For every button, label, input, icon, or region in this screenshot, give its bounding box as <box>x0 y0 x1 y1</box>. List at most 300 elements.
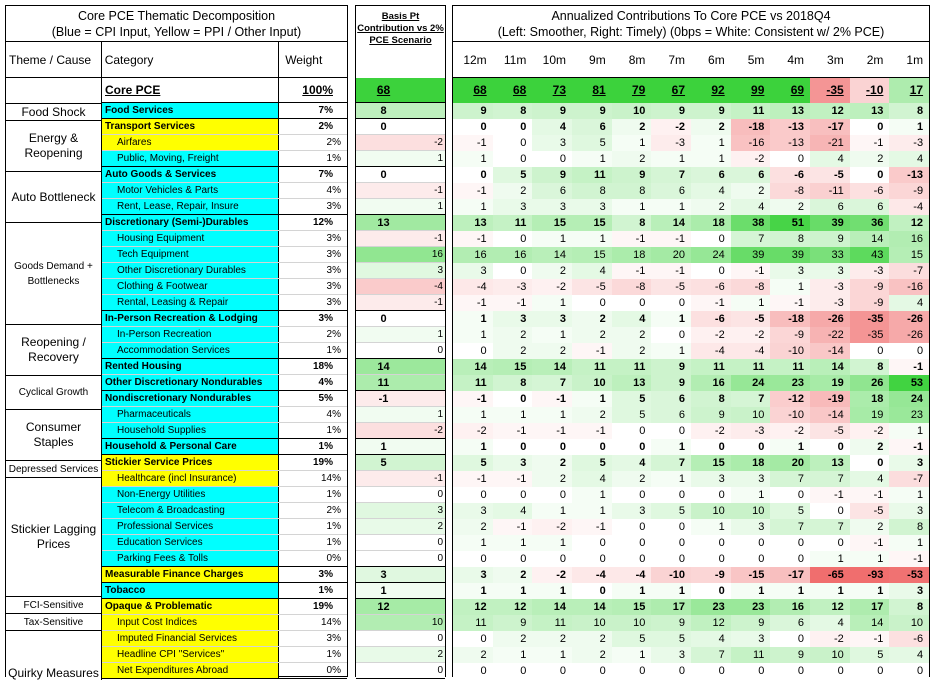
value-cell: -8 <box>731 279 771 295</box>
left-title-line1: Core PCE Thematic Decomposition <box>77 9 276 23</box>
category-row <box>102 551 347 567</box>
value-cell: 1 <box>651 199 691 215</box>
value-cell: -13 <box>770 119 810 135</box>
value-cell: 39 <box>731 247 771 263</box>
values-grid <box>453 535 929 551</box>
value-cell: 5 <box>651 503 691 519</box>
value-cell: 1 <box>889 119 929 135</box>
value-cell: 3 <box>889 503 929 519</box>
value-cell: 0 <box>453 631 493 647</box>
bp-row <box>356 407 445 423</box>
value-cell: 19 <box>850 407 890 423</box>
category-row <box>102 263 347 279</box>
value-cell: 14 <box>651 215 691 231</box>
value-cell: 0 <box>770 551 810 567</box>
value-cell: 1 <box>532 295 572 311</box>
value-cell: 0 <box>651 423 691 439</box>
value-cell: 16 <box>770 599 810 615</box>
bp-value: 0 <box>356 487 445 502</box>
bp-value: 0 <box>356 343 445 358</box>
values-row <box>453 503 929 519</box>
value-cell: 5 <box>612 407 652 423</box>
value-cell: 4 <box>493 503 533 519</box>
value-cell: 11 <box>453 615 493 631</box>
bp-value: 1 <box>356 327 445 342</box>
value-cell: 13 <box>850 103 890 119</box>
category-label: Telecom & Broadcasting <box>102 503 279 518</box>
value-cell: 1 <box>453 199 493 215</box>
value-cell: 0 <box>850 343 890 359</box>
left-column-header <box>6 41 347 78</box>
values-row <box>453 471 929 487</box>
value-cell: -1 <box>493 519 533 535</box>
value-cell: 0 <box>612 295 652 311</box>
value-cell: 5 <box>572 455 612 471</box>
value-cell: 1 <box>493 647 533 663</box>
theme-core-blank <box>6 78 102 104</box>
value-cell: 8 <box>691 391 731 407</box>
bp-row <box>356 535 445 551</box>
weight-value: 19% <box>312 601 333 612</box>
category-label: Motor Vehicles & Parts <box>102 183 279 198</box>
value-cell: 12 <box>810 599 850 615</box>
value-cell: 12 <box>453 599 493 615</box>
bp-value: -1 <box>356 391 445 406</box>
value-cell: 0 <box>532 151 572 167</box>
bp-value: 1 <box>356 407 445 422</box>
value-cell: -3 <box>850 263 890 279</box>
value-cell: 0 <box>612 663 652 679</box>
value-cell: 11 <box>731 647 771 663</box>
bp-value: 0 <box>356 311 445 326</box>
category-label: Healthcare (incl Insurance) <box>102 471 279 486</box>
value-cell: -17 <box>770 567 810 583</box>
value-cell: 12 <box>493 599 533 615</box>
value-cell: 1 <box>691 135 731 151</box>
value-cell: 53 <box>889 375 929 391</box>
period-col-7m: 7m <box>668 52 686 67</box>
value-cell: 0 <box>493 119 533 135</box>
value-cell: -1 <box>889 359 929 375</box>
value-cell: 6 <box>532 183 572 199</box>
values-grid <box>453 343 929 359</box>
values-grid <box>453 279 929 295</box>
value-cell: 3 <box>889 583 929 599</box>
value-cell: -1 <box>731 263 771 279</box>
period-col-2m: 2m <box>866 52 884 67</box>
value-cell: -1 <box>453 135 493 151</box>
value-cell: 33 <box>810 247 850 263</box>
value-cell: 23 <box>691 599 731 615</box>
category-row <box>102 439 347 455</box>
value-cell: 1 <box>493 407 533 423</box>
value-cell: 3 <box>493 311 533 327</box>
bp-value: 3 <box>356 503 445 518</box>
value-cell: -1 <box>572 423 612 439</box>
value-cell: -1 <box>532 423 572 439</box>
bp-value: 12 <box>356 599 445 614</box>
bp-value: 68 <box>356 78 445 102</box>
bp-row <box>356 471 445 487</box>
period-col-11m: 11m <box>503 52 527 67</box>
value-cell: -1 <box>453 183 493 199</box>
weight-value: 1% <box>326 425 341 436</box>
value-cell: 8 <box>493 103 533 119</box>
bp-value: -1 <box>356 183 445 198</box>
value-cell: 15 <box>532 215 572 231</box>
value-cell: 10 <box>691 503 731 519</box>
values-row <box>453 519 929 535</box>
category-row <box>102 663 347 679</box>
value-cell: 0 <box>850 119 890 135</box>
value-cell: 1 <box>731 487 771 503</box>
bp-header: Basis Pt Contribution vs 2% PCE Scenario <box>357 11 444 46</box>
values-grid <box>453 647 929 663</box>
bp-value: -1 <box>356 471 445 486</box>
value-cell: 0 <box>850 455 890 471</box>
weight-value: 100% <box>302 83 333 97</box>
value-cell: 4 <box>850 471 890 487</box>
value-cell: 2 <box>532 343 572 359</box>
left-title <box>6 6 347 40</box>
category-label: Input Cost Indices <box>102 615 279 630</box>
value-cell: 0 <box>532 663 572 679</box>
value-cell: 5 <box>493 167 533 183</box>
value-cell: 1 <box>493 535 533 551</box>
bp-row <box>356 215 445 231</box>
category-label: Household & Personal Care <box>102 439 279 454</box>
value-cell: 0 <box>691 263 731 279</box>
value-cell: 1 <box>572 487 612 503</box>
category-label: Parking Fees & Tolls <box>102 551 279 566</box>
value-cell: 2 <box>532 455 572 471</box>
value-cell: 0 <box>770 631 810 647</box>
value-cell: 7 <box>770 519 810 535</box>
values-row <box>453 151 929 167</box>
value-cell: 10 <box>572 615 612 631</box>
bp-row <box>356 343 445 359</box>
value-cell: -2 <box>532 567 572 583</box>
weight-value: 3% <box>326 281 341 292</box>
value-cell: -5 <box>810 423 850 439</box>
values-row <box>453 391 929 407</box>
category-row <box>102 391 347 407</box>
values-grid <box>453 135 929 151</box>
category-row <box>102 471 347 487</box>
value-cell: 39 <box>770 247 810 263</box>
value-cell: 4 <box>691 631 731 647</box>
values-grid <box>453 487 929 503</box>
value-cell: -3 <box>651 135 691 151</box>
value-cell: 0 <box>572 551 612 567</box>
value-cell: 4 <box>691 183 731 199</box>
value-cell: 3 <box>532 135 572 151</box>
value-cell: -21 <box>810 135 850 151</box>
value-cell: -8 <box>770 183 810 199</box>
value-cell: 18 <box>850 391 890 407</box>
bp-row <box>356 327 445 343</box>
value-cell: 3 <box>651 647 691 663</box>
value-cell: -6 <box>691 279 731 295</box>
bp-row <box>356 455 445 471</box>
value-cell: 0 <box>691 439 731 455</box>
period-col-5m: 5m <box>747 52 765 67</box>
value-cell: -1 <box>453 231 493 247</box>
value-cell: 6 <box>770 615 810 631</box>
value-cell: 19 <box>810 375 850 391</box>
value-cell: 1 <box>770 583 810 599</box>
value-cell: -2 <box>651 119 691 135</box>
value-cell: 0 <box>572 535 612 551</box>
value-cell: 51 <box>770 215 810 231</box>
value-cell: 1 <box>612 135 652 151</box>
value-cell: 1 <box>453 439 493 455</box>
weight-value: 2% <box>326 137 341 148</box>
value-cell: 0 <box>810 663 850 679</box>
values-grid <box>453 471 929 487</box>
value-cell: 2 <box>612 119 652 135</box>
value-cell: 11 <box>731 359 771 375</box>
value-cell: 67 <box>651 78 691 103</box>
value-cell: 8 <box>493 375 533 391</box>
category-label: Other Discretionary Durables <box>102 263 279 278</box>
weight-value: 3% <box>326 249 341 260</box>
values-row <box>453 663 929 679</box>
value-cell: 0 <box>731 663 771 679</box>
values-grid <box>453 407 929 423</box>
value-cell: 10 <box>889 615 929 631</box>
values-grid <box>453 631 929 647</box>
value-cell: 6 <box>651 183 691 199</box>
value-cell: 5 <box>612 631 652 647</box>
category-label: Rent, Lease, Repair, Insure <box>102 199 279 214</box>
category-label: Rented Housing <box>102 359 279 374</box>
value-cell: -1 <box>572 519 612 535</box>
value-cell: 73 <box>532 78 572 103</box>
thematic-decomposition-panel <box>5 5 348 680</box>
category-row <box>102 455 347 471</box>
category-row <box>102 359 347 375</box>
values-grid <box>453 78 929 103</box>
annualized-contributions-panel <box>452 5 930 677</box>
value-cell: 9 <box>731 615 771 631</box>
value-cell: 7 <box>810 519 850 535</box>
value-cell: 16 <box>453 247 493 263</box>
value-cell: 3 <box>453 263 493 279</box>
values-row <box>453 103 929 119</box>
value-cell: 1 <box>810 551 850 567</box>
values-grid <box>453 503 929 519</box>
category-label: Household Supplies <box>102 423 279 438</box>
value-cell: 1 <box>612 647 652 663</box>
value-cell: 43 <box>850 247 890 263</box>
values-row <box>453 567 929 583</box>
value-cell: 3 <box>612 503 652 519</box>
value-cell: 0 <box>612 551 652 567</box>
theme-label: FCI-Sensitive <box>6 597 102 614</box>
value-cell: -6 <box>770 167 810 183</box>
value-cell: 0 <box>770 487 810 503</box>
bp-row <box>356 663 445 679</box>
value-cell: 1 <box>532 231 572 247</box>
value-cell: 0 <box>493 231 533 247</box>
value-cell: 11 <box>612 359 652 375</box>
value-cell: 9 <box>691 407 731 423</box>
weight-value: 1% <box>326 649 341 660</box>
weight-value: 3% <box>318 313 333 324</box>
category-row <box>102 199 347 215</box>
value-cell: 4 <box>731 199 771 215</box>
values-grid <box>453 327 929 343</box>
value-cell: 9 <box>651 375 691 391</box>
value-cell: 0 <box>493 263 533 279</box>
value-cell: 4 <box>889 647 929 663</box>
category-row <box>102 151 347 167</box>
theme-label: Quirky Measures <box>6 631 102 680</box>
value-cell: 11 <box>770 359 810 375</box>
category-label: Headline CPI "Services" <box>102 647 279 662</box>
core-pce-row <box>102 78 347 103</box>
weight-value: 3% <box>326 201 341 212</box>
value-cell: 3 <box>731 471 771 487</box>
values-grid <box>453 119 929 135</box>
value-cell: -16 <box>889 279 929 295</box>
value-cell: -35 <box>850 311 890 327</box>
category-label: In-Person Recreation & Lodging <box>102 311 279 326</box>
value-cell: 3 <box>493 199 533 215</box>
value-cell: 0 <box>493 487 533 503</box>
value-cell: 0 <box>493 391 533 407</box>
category-row <box>102 583 347 599</box>
value-cell: -13 <box>889 167 929 183</box>
value-cell: 81 <box>572 78 612 103</box>
category-row <box>102 279 347 295</box>
value-cell: -5 <box>850 503 890 519</box>
value-cell: 2 <box>850 519 890 535</box>
value-cell: 0 <box>731 439 771 455</box>
values-grid <box>453 183 929 199</box>
value-cell: 1 <box>850 551 890 567</box>
value-cell: -4 <box>889 199 929 215</box>
value-cell: 16 <box>889 231 929 247</box>
value-cell: -1 <box>532 391 572 407</box>
bp-row <box>356 391 445 407</box>
bp-row <box>356 423 445 439</box>
values-row <box>453 279 929 295</box>
value-cell: 0 <box>770 535 810 551</box>
period-col-12m: 12m <box>463 52 487 67</box>
value-cell: 1 <box>453 311 493 327</box>
values-row <box>453 183 929 199</box>
values-row <box>453 359 929 375</box>
category-label: Transport Services <box>102 119 279 134</box>
value-cell: -1 <box>453 391 493 407</box>
value-cell: 9 <box>651 359 691 375</box>
weight-value: 1% <box>326 345 341 356</box>
value-cell: 1 <box>651 311 691 327</box>
value-cell: 11 <box>453 375 493 391</box>
value-cell: 18 <box>691 215 731 231</box>
bp-value: 0 <box>356 631 445 646</box>
right-title <box>453 6 929 40</box>
value-cell: 0 <box>532 551 572 567</box>
values-row <box>453 119 929 135</box>
category-label: Other Discretionary Nondurables <box>102 375 279 390</box>
bp-row <box>356 519 445 535</box>
value-cell: 39 <box>810 215 850 231</box>
col-weight-header: Weight <box>285 52 323 67</box>
value-cell: 4 <box>572 263 612 279</box>
core-pce-label: Core PCE <box>102 78 279 102</box>
values-row <box>453 375 929 391</box>
value-cell: 10 <box>572 375 612 391</box>
values-grid <box>453 615 929 631</box>
value-cell: 0 <box>691 551 731 567</box>
value-cell: 0 <box>612 423 652 439</box>
value-cell: 11 <box>572 359 612 375</box>
category-label: Housing Equipment <box>102 231 279 246</box>
value-cell: 14 <box>532 359 572 375</box>
category-label: Clothing & Footwear <box>102 279 279 294</box>
value-cell: 8 <box>889 599 929 615</box>
value-cell: 1 <box>731 295 771 311</box>
value-cell: 13 <box>770 103 810 119</box>
value-cell: 2 <box>493 343 533 359</box>
category-label: Auto Goods & Services <box>102 167 279 182</box>
category-row <box>102 535 347 551</box>
value-cell: 0 <box>770 151 810 167</box>
value-cell: -10 <box>770 343 810 359</box>
value-cell: -1 <box>850 487 890 503</box>
value-cell: 4 <box>889 151 929 167</box>
values-row <box>453 263 929 279</box>
values-grid <box>453 295 929 311</box>
value-cell: 0 <box>651 327 691 343</box>
bp-row <box>356 631 445 647</box>
weight-value: 1% <box>318 441 333 452</box>
weight-value: 0% <box>326 665 341 676</box>
value-cell: 68 <box>453 78 493 103</box>
value-cell: 1 <box>810 583 850 599</box>
value-cell: -1 <box>612 263 652 279</box>
value-cell: -2 <box>453 423 493 439</box>
value-cell: 11 <box>731 103 771 119</box>
value-cell: 8 <box>612 183 652 199</box>
period-col-9m: 9m <box>589 52 606 67</box>
category-row <box>102 183 347 199</box>
value-cell: -2 <box>691 327 731 343</box>
value-cell: 15 <box>572 215 612 231</box>
value-cell: 13 <box>810 455 850 471</box>
category-row <box>102 615 347 631</box>
value-cell: 68 <box>493 78 533 103</box>
value-cell: 2 <box>453 519 493 535</box>
category-label: Stickier Service Prices <box>102 455 279 470</box>
value-cell: 14 <box>532 247 572 263</box>
value-cell: 2 <box>572 631 612 647</box>
value-cell: -1 <box>691 295 731 311</box>
values-grid <box>453 231 929 247</box>
value-cell: 15 <box>572 247 612 263</box>
values-grid <box>453 439 929 455</box>
category-label: Education Services <box>102 535 279 550</box>
bp-row <box>356 567 445 583</box>
period-col-3m: 3m <box>827 52 844 67</box>
bp-value: 8 <box>356 103 445 118</box>
values-row <box>453 247 929 263</box>
values-grid <box>453 375 929 391</box>
value-cell: 1 <box>651 151 691 167</box>
